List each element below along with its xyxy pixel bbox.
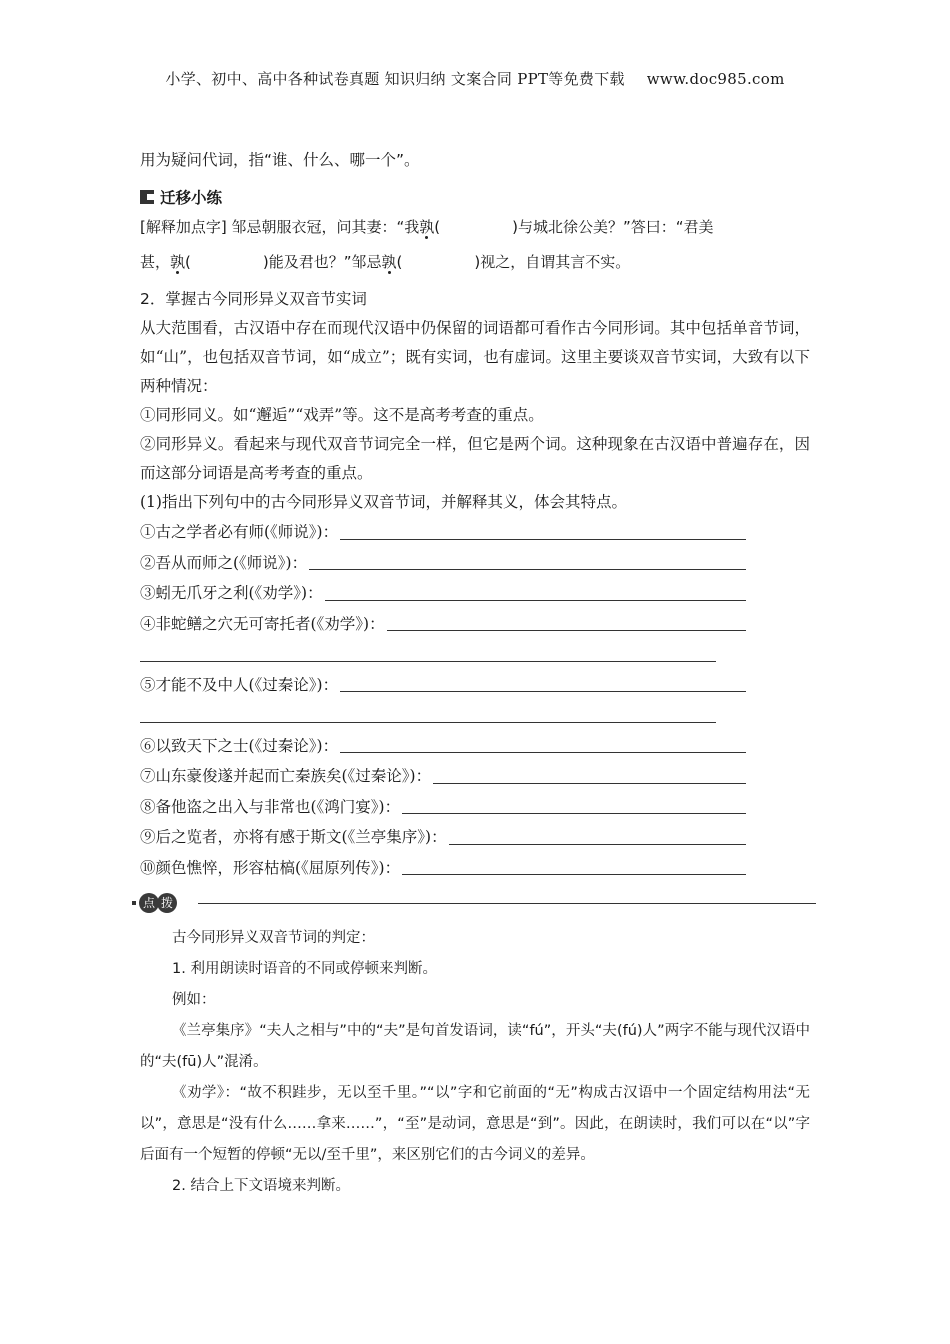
question-text: ②吾从而师之(《师说》)： [140, 553, 308, 572]
question-item [140, 578, 746, 609]
practice-text: ( [185, 253, 191, 271]
practice-text: )能及君也？”邹忌 [262, 253, 382, 271]
practice-icon [140, 190, 154, 204]
answer-continuation [140, 700, 746, 731]
question-item [140, 670, 746, 701]
page-header [0, 68, 950, 89]
answer-line[interactable] [325, 600, 746, 601]
question-text: ⑩颜色憔悴，形容枯槁(《屈原列传》)： [140, 858, 401, 877]
question-item [140, 609, 746, 640]
practice-text: ( [434, 218, 441, 236]
question-text: ⑤才能不及中人(《过秦论》)： [140, 675, 339, 694]
question-item [140, 548, 746, 579]
question-text: ⑨后之览者，亦将有感于斯文(《兰亭集序》)： [140, 828, 447, 846]
tip-example-2: 《劝学》：“故不积跬步，无以至千里。”“以”字和它前面的“无”构成古汉语中一个固定结构用法“无以”，意思是“没有什么……拿来……”，“至”是动词，意思是“到”。因此，在朗读时，我们可以在“以”字后面有一个短暂的停顿“无以/至千里”，来区别它们的古今词义的差异。 [140, 1085, 810, 1163]
practice-text: [解释加点字] 邹忌朝服衣冠，问其妻：“我 [140, 218, 420, 236]
practice-text: )与城北徐公美？”答曰：“君美 [512, 218, 714, 236]
practice-line-1 [140, 213, 810, 242]
practice-text: 甚， [140, 253, 171, 271]
tip-intro: 古今同形异义双音节词的判定： [172, 930, 375, 946]
tip-badge-2: 拨 [157, 893, 177, 913]
answer-line[interactable] [309, 569, 746, 570]
section2-paragraph-3: ②同形异义。看起来与现代双音节词完全一样，但它是两个词。这种现象在古汉语中普遍存在，因而这部分词语是高考考查的重点。 [140, 435, 810, 482]
tip-example-1: 《兰亭集序》“夫人之相与”中的“夫”是句首发语词，读“fú”，开头“夫(fú)人”两字不能与现代汉语中的“夫(fū)人”混淆。 [140, 1023, 810, 1070]
tip-item-2: 2. 结合上下文语境来判断。 [172, 1178, 350, 1194]
tip-badge [132, 893, 177, 913]
header-site: www.doc985.com [646, 70, 785, 88]
tip-badge-1: 点 [139, 893, 159, 913]
answer-line[interactable] [387, 630, 746, 631]
question-text: ④非蛇鳝之穴无可寄托者(《劝学》)： [140, 614, 385, 633]
question-text: ⑧备他盗之出入与非常也(《鸿门宴》)： [140, 797, 401, 816]
tip-example-label: 例如： [172, 992, 216, 1008]
answer-continuation [140, 639, 746, 670]
question-item [140, 853, 746, 884]
question-item [140, 731, 746, 762]
dotted-char: 孰 [419, 218, 435, 236]
question-item [140, 517, 746, 548]
question-text: ⑥以致天下之士(《过秦论》)： [140, 736, 339, 755]
bullet-icon [132, 901, 136, 905]
answer-line[interactable] [340, 691, 746, 692]
header-text: 小学、初中、高中各种试卷真题 知识归纳 文案合同 PPT等免费下载 [165, 70, 625, 88]
question-text: ③蚓无爪牙之利(《劝学》)： [140, 584, 323, 602]
intro-line: 用为疑问代词，指“谁、什么、哪一个”。 [140, 151, 420, 169]
divider-line [198, 903, 816, 904]
section2-paragraph-1: 从大范围看，古汉语中存在而现代汉语中仍保留的词语都可看作古今同形词。其中包括单音节词，如“山”，也包括双音节词，如“成立”；既有实词，也有虚词。这里主要谈双音节实词，大致有以下两种情况： [140, 319, 810, 395]
answer-line[interactable] [402, 874, 746, 875]
practice-line-2 [140, 248, 810, 277]
answer-line[interactable] [140, 661, 716, 662]
question-item [140, 792, 746, 823]
question-item [140, 822, 746, 853]
practice-heading [140, 181, 810, 213]
answer-line[interactable] [340, 752, 746, 753]
practice-title: 迁移小练 [160, 189, 223, 207]
answer-line[interactable] [340, 539, 746, 540]
answer-line[interactable] [140, 722, 716, 723]
question-item [140, 761, 746, 792]
section2-paragraph-4: (1)指出下列句中的古今同形异义双音节词，并解释其义，体会其特点。 [140, 493, 627, 511]
section2-paragraph-2: ①同形同义。如“邂逅”“戏弄”等。这不是高考考查的重点。 [140, 406, 544, 424]
tip-item-1: 1. 利用朗读时语音的不同或停顿来判断。 [172, 961, 437, 977]
answer-line[interactable] [402, 813, 746, 814]
question-list [140, 517, 746, 883]
practice-text: ( [396, 253, 403, 271]
answer-line[interactable] [449, 844, 746, 845]
dotted-char: 孰 [381, 253, 397, 271]
tip-divider [140, 889, 810, 919]
tip-content [140, 923, 810, 1202]
answer-line[interactable] [433, 783, 746, 784]
practice-text: )视之，自谓其言不实。 [474, 253, 631, 271]
section2-title: 2．掌握古今同形异义双音节实词 [140, 290, 367, 308]
dotted-char: 孰 [170, 253, 186, 271]
content-body [140, 146, 810, 1202]
question-text: ①古之学者必有师(《师说》)： [140, 523, 339, 541]
question-text: ⑦山东豪俊遂并起而亡秦族矣(《过秦论》)： [140, 767, 432, 785]
